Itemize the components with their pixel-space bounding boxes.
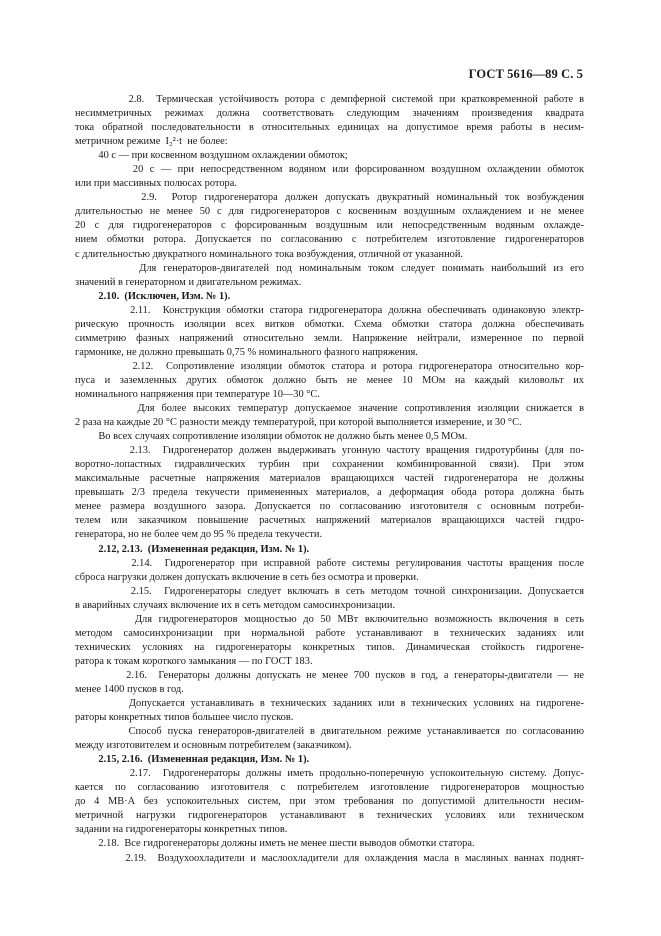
- text-line: превышать 2/3 предела текучести примененных материалов, а деформация обода ротора должна быть: [75, 487, 584, 499]
- text-line: ратора к токам короткого замыкания — по ГОСТ 183.: [75, 655, 313, 667]
- text-line: Во всех случаях сопротивление изоляции обмоток не должно быть менее 0,5 МОм.: [75, 431, 468, 443]
- text-line: длительностью не менее 50 с для гидрогенераторов с косвенным воздушным охлаждением и не менее: [75, 206, 584, 218]
- text-line: Для гидрогенераторов мощностью до 50 МВт включительно возможность включения в сеть: [75, 613, 584, 625]
- text-line: 2 раза на каждые 20 °С разности между температурой, при которой выполняется измерение, и 30 °С.: [75, 417, 522, 429]
- text-line: 2.12. Сопротивление изоляции обмоток статора и ротора гидрогенератора относительно кор-: [75, 360, 584, 372]
- text-line: 2.11. Конструкция обмотки статора гидрогенератора должна обеспечивать одинаковую электр-: [75, 304, 584, 316]
- text-line: генератора, но не более чем до 95 % предела текучести.: [75, 529, 323, 541]
- text-line: 2.14. Гидрогенератор при исправной работе системы регулирования частоты вращения после: [75, 557, 584, 569]
- text-line: 2.19. Воздухоохладители и маслоохладители для охлаждения масла в масляных ваннах поднят-: [75, 852, 584, 864]
- text-line: метричной нагрузки гидрогенераторов устанавливают в технических условиях или техническом: [75, 810, 584, 822]
- text-line: 2.9. Ротор гидрогенератора должен допускать двукратный номинальный ток возбуждения: [75, 192, 584, 204]
- text-line: 20 с для гидрогенераторов с форсированным воздушным или непосредственным водяным охлажде-: [75, 220, 584, 232]
- text-line: раторы конкретных типов большее число пусков.: [75, 712, 294, 724]
- text-line: воротно-лопастных гидравлических турбин при сохранении комбинированной связи). При этом: [75, 459, 584, 471]
- text-line: 2.15. Гидрогенераторы следует включать в сеть методом точной синхронизации. Допускается: [75, 585, 584, 597]
- text-line: в аварийных случаях включение их в сеть методом самосинхронизации.: [75, 599, 396, 611]
- text-line: кается по согласованию изготовителя с потребителем изготовление гидрогенераторов мощностью: [75, 782, 584, 794]
- text-line: с длительностью двукратного номинального тока возбуждения, отличной от указанной.: [75, 248, 463, 260]
- page-header: ГОСТ 5616—89 С. 5: [468, 67, 583, 81]
- text-line: сброса нагрузки должен допускать включение в сеть без осмотра и проверки.: [75, 571, 419, 583]
- text-line: менее размера воздушного зазора. Допускается по согласованию изготовителя с основным потреби-: [75, 501, 584, 513]
- text-line: методом самосинхронизации при нормальной работе устанавливают в технических заданиях или: [75, 627, 584, 639]
- text-line: 2.16. Генераторы должны допускать не менее 700 пусков в год, а генераторы-двигатели — не: [75, 669, 584, 681]
- text-line: 2.8. Термическая устойчивость ротора с демпферной системой при кратковременной работе в: [75, 94, 584, 105]
- text-line: 2.10. (Исключен, Изм. № 1).: [75, 290, 231, 302]
- text-line: Допускается устанавливать в технических заданиях или в технических условиях на гидрогене-: [75, 698, 584, 710]
- text-line: Для более высоких температур допускаемое значение сопротивления изоляции снижается в: [75, 403, 584, 415]
- text-line: телем или заказчиком повышение расчетных напряжений материалов вращающихся частей гидро-: [75, 515, 584, 527]
- text-line: между изготовителем и основным потребителем (заказчиком).: [75, 740, 352, 752]
- text-line: несимметричных режимах должна соответствовать следующим значениям произведения квадрата: [75, 108, 584, 120]
- text-line: симметрию фазных напряжений относительно земли. Напряжение нейтрали, измеренное по первой: [75, 332, 584, 344]
- text-line: Способ пуска генераторов-двигателей в двигательном режиме устанавливается по согласованию: [75, 726, 584, 738]
- text-line: менее 1400 пусков в год.: [75, 683, 184, 695]
- text-line: 40 с — при косвенном воздушном охлаждении обмоток;: [75, 150, 348, 162]
- text-line: технических условиях на гидрогенераторы конкретных типов. Динамическая стойкость гидрогене-: [75, 641, 584, 653]
- text-line: или при массивных полюсах ротора.: [75, 178, 237, 190]
- text-line: значений в генераторном и двигательном режимах.: [75, 276, 302, 288]
- text-line: рическую прочность изоляции всех витков обмотки. Схема обмотки статора должна обеспечивать: [75, 318, 584, 330]
- text-line: до 4 МВ·А без успокоительных систем, при этом требования по допустимой длительности несим-: [75, 796, 584, 808]
- text-line: пуса и заземленных других обмоток должно быть не менее 10 МОм на каждый киловольт их: [75, 374, 584, 386]
- text-line: 2.12, 2.13. (Измененная редакция, Изм. № 1).: [75, 543, 310, 555]
- text-line: 2.15, 2.16. (Измененная редакция, Изм. № 1).: [75, 754, 310, 766]
- text-line: 2.17. Гидрогенераторы должны иметь продольно-поперечную успокоительную систему. Допус-: [75, 768, 584, 780]
- text-line: гармонике, не должно превышать 0,75 % номинального фазного напряжения.: [75, 346, 418, 358]
- text-line: Для генераторов-двигателей под номинальным током следует понимать наибольший из его: [75, 262, 584, 274]
- text-line: тока обратной последовательности в относительных единицах на допустимое время работы в несим-: [75, 122, 584, 134]
- document-body: [75, 93, 584, 866]
- text-line: 20 с — при непосредственном водяном или форсированном воздушном охлаждении обмоток: [75, 164, 584, 176]
- text-line: максимальные расчетные напряжения материалов вращающихся частей гидрогенератора не должны: [75, 473, 584, 485]
- text-line: нием обмотки ротора. Допускается по согласованию с потребителем изготовление гидрогенераторов: [75, 234, 584, 246]
- text-line: метричном режиме I₂²·t не более:: [75, 136, 228, 148]
- text-line: 2.13. Гидрогенератор должен выдерживать угонную частоту вращения гидротурбины (для по-: [75, 445, 584, 457]
- text-line: 2.18. Все гидрогенераторы должны иметь не менее шести выводов обмотки статора.: [75, 838, 475, 850]
- text-line: задании на гидрогенераторы конкретных типов.: [75, 824, 288, 836]
- text-line: номинального напряжения при температуре 10—30 °С.: [75, 388, 320, 400]
